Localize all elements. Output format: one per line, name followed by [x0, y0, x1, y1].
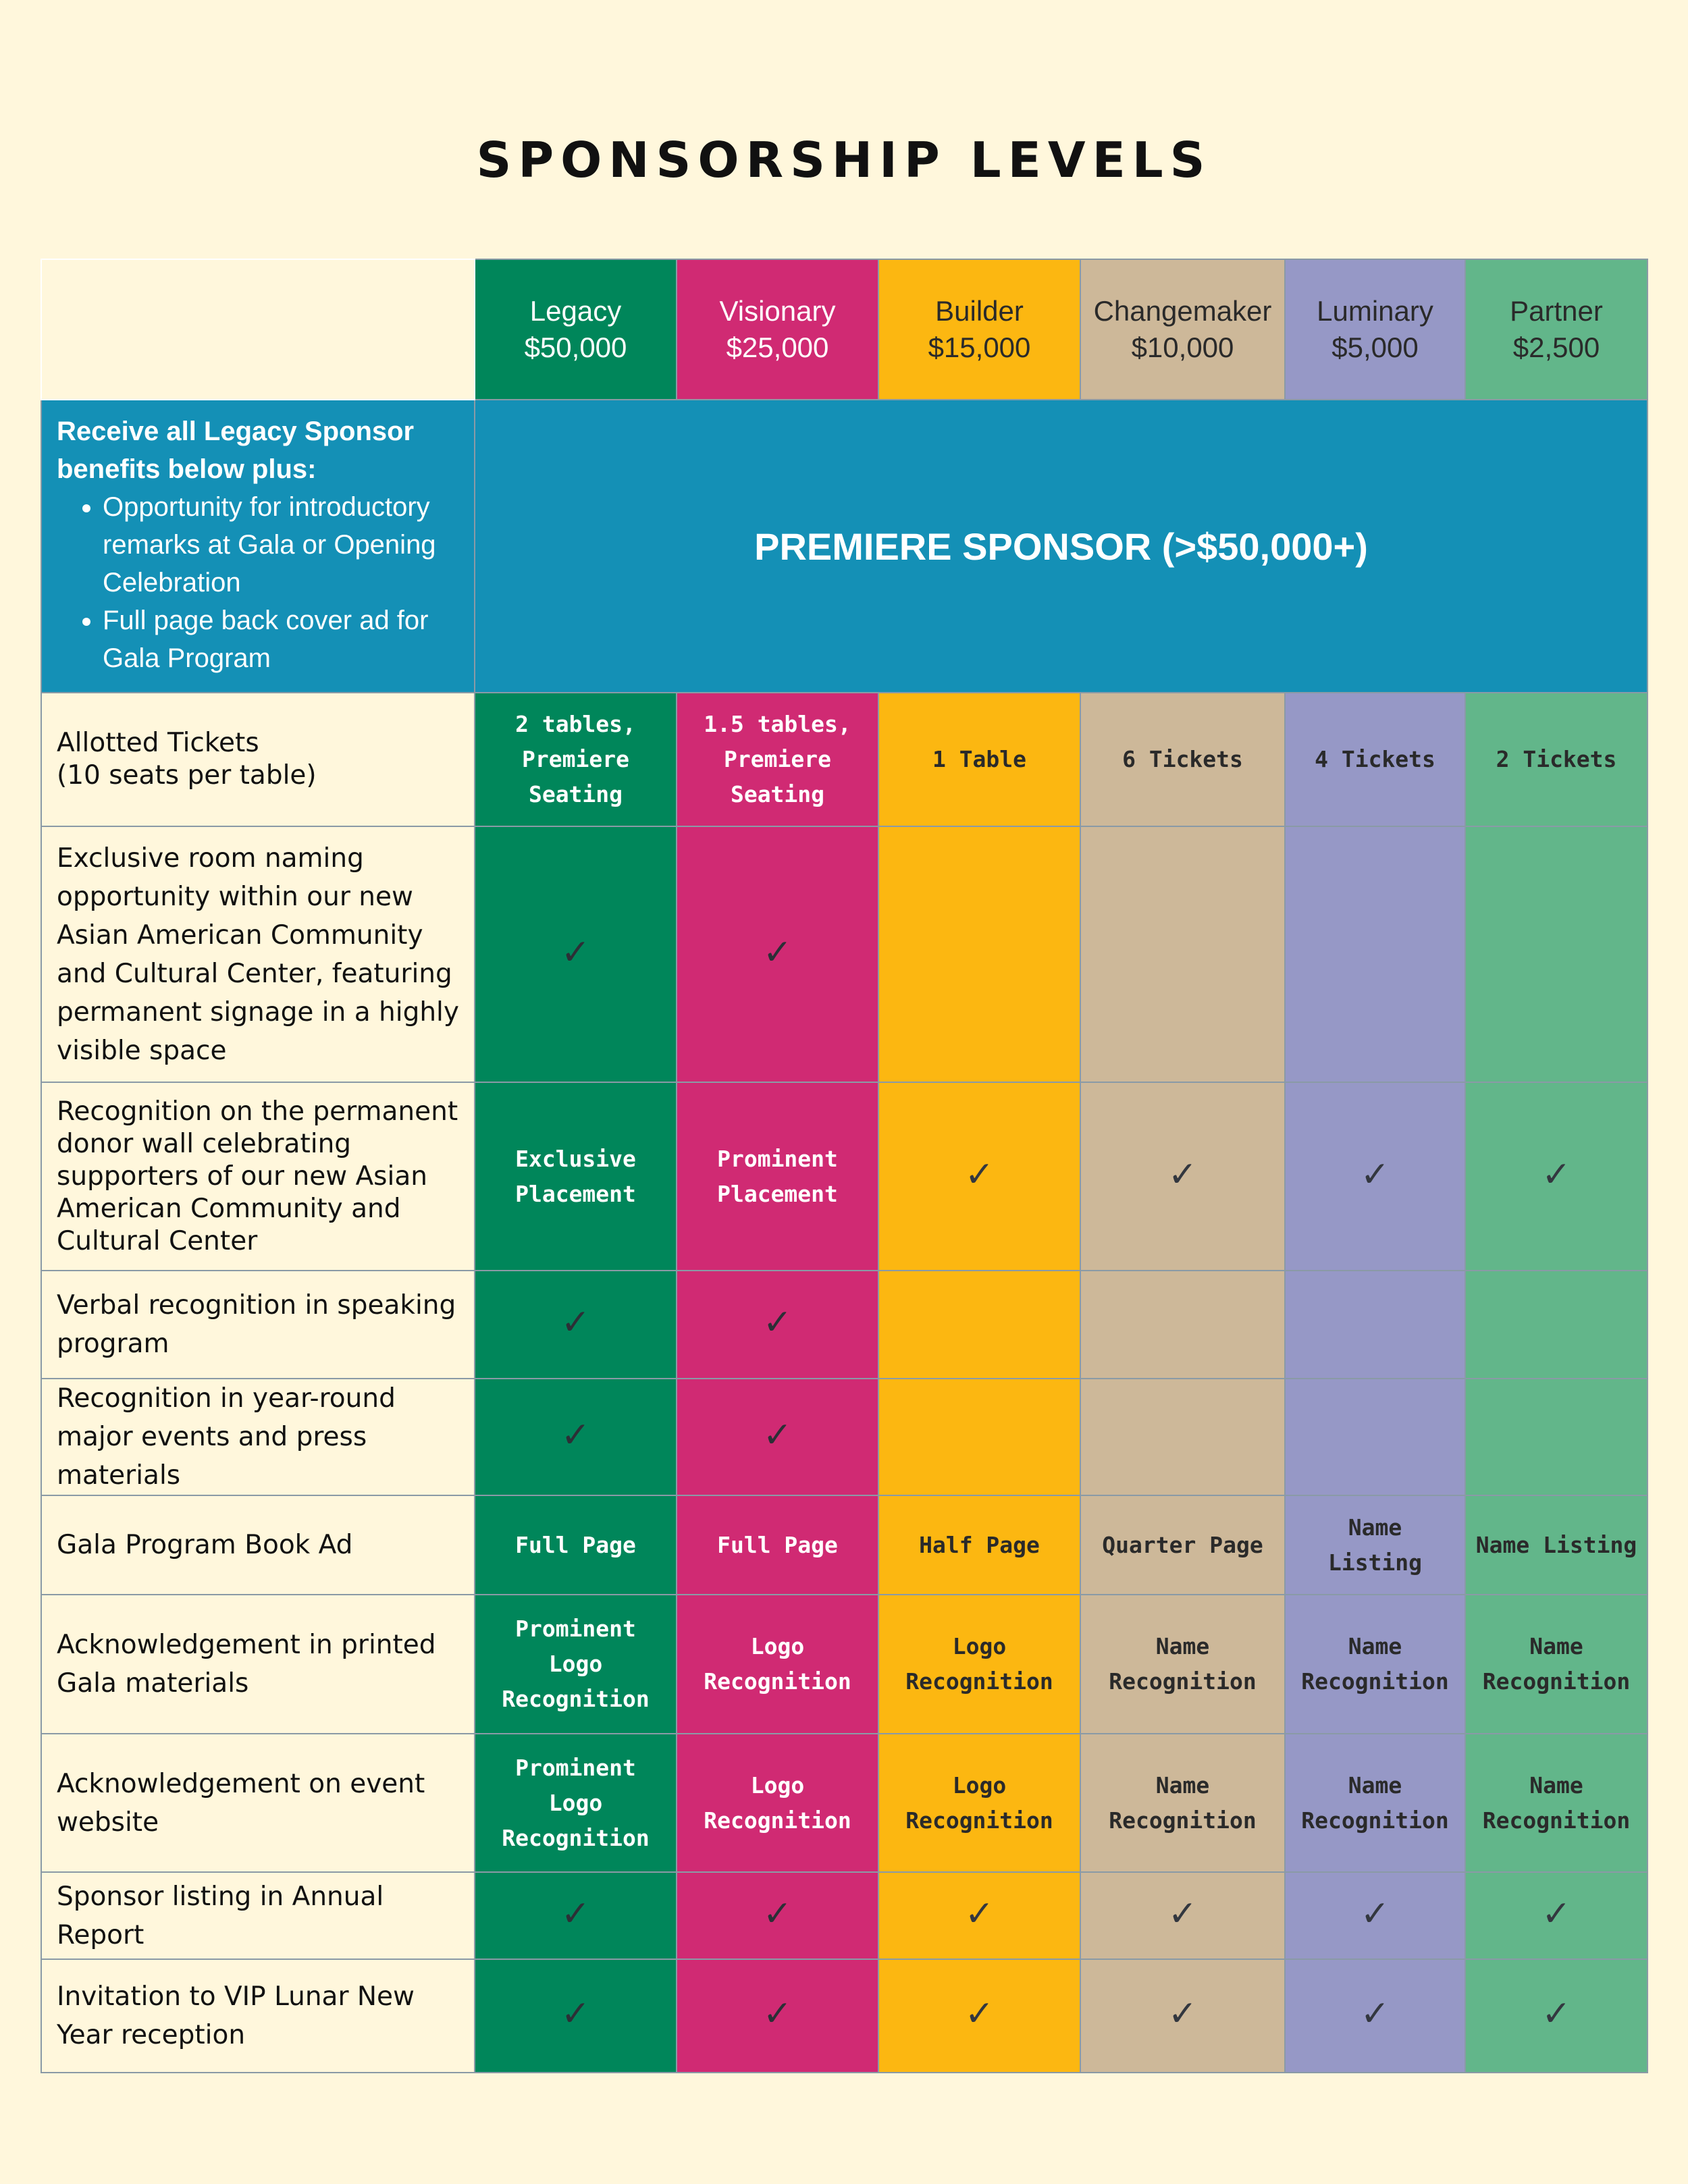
- benefit-row-website: [41, 1734, 1647, 1872]
- benefit-cell: [475, 1379, 677, 1495]
- tier-header-luminary: [1285, 259, 1465, 400]
- tier-header-legacy: [475, 259, 677, 400]
- benefit-cell: 2 tables, Premiere Seating: [475, 693, 677, 826]
- checkmark-icon: ✓: [1167, 1154, 1198, 1195]
- checkmark-icon: ✓: [762, 1893, 793, 1934]
- checkmark-icon: ✓: [964, 1154, 995, 1195]
- benefit-cell: [1465, 1082, 1647, 1271]
- benefit-cell: [677, 1959, 878, 2073]
- benefit-cell: [878, 1959, 1080, 2073]
- benefit-cell: [475, 1271, 677, 1379]
- benefit-cell: [1465, 826, 1647, 1082]
- benefit-cell: [878, 1872, 1080, 1959]
- tier-price: $15,000: [928, 331, 1031, 363]
- benefit-cell: Name Recognition: [1465, 1595, 1647, 1734]
- checkmark-icon: ✓: [762, 1302, 793, 1343]
- benefit-cell: Prominent Logo Recognition: [475, 1734, 677, 1872]
- benefit-cell: [1080, 1082, 1285, 1271]
- benefit-cell: [878, 1271, 1080, 1379]
- checkmark-icon: ✓: [560, 1893, 591, 1934]
- benefit-cell: [878, 1082, 1080, 1271]
- premiere-bullet: • Opportunity for introductory remarks at Gala or Opening Celebration: [103, 488, 459, 602]
- benefit-cell: 6 Tickets: [1080, 693, 1285, 826]
- benefit-label: Acknowledgement in printed Gala materials: [41, 1595, 475, 1734]
- checkmark-icon: ✓: [1541, 1994, 1571, 2034]
- benefit-cell: Logo Recognition: [677, 1595, 878, 1734]
- benefit-cell: [1285, 826, 1465, 1082]
- benefit-cell: [1080, 1271, 1285, 1379]
- tier-price: $5,000: [1331, 331, 1419, 363]
- benefit-label-line: (10 seats per table): [57, 760, 317, 791]
- benefit-cell: Name Recognition: [1285, 1595, 1465, 1734]
- benefit-row-verbal: [41, 1271, 1647, 1379]
- tier-name: Changemaker: [1093, 295, 1272, 327]
- benefit-label: Sponsor listing in Annual Report: [41, 1872, 475, 1959]
- benefit-cell: [677, 826, 878, 1082]
- page-title: SPONSORSHIP LEVELS: [476, 132, 1212, 188]
- checkmark-icon: ✓: [762, 1994, 793, 2034]
- sponsorship-table: [41, 259, 1648, 2073]
- benefit-cell: [475, 826, 677, 1082]
- benefit-row-year-round: [41, 1379, 1647, 1495]
- premiere-bullet: • Full page back cover ad for Gala Program: [103, 602, 459, 677]
- tier-header-builder: [878, 259, 1080, 400]
- tier-name: Partner: [1510, 295, 1603, 327]
- checkmark-icon: ✓: [560, 1414, 591, 1456]
- benefit-row-room-naming: [41, 826, 1647, 1082]
- benefit-cell: Prominent Logo Recognition: [475, 1595, 677, 1734]
- benefit-cell: Logo Recognition: [878, 1734, 1080, 1872]
- benefit-cell: [1080, 1872, 1285, 1959]
- benefit-label: Acknowledgement on event website: [41, 1734, 475, 1872]
- benefit-cell: [1285, 1959, 1465, 2073]
- benefit-cell: Prominent Placement: [677, 1082, 878, 1271]
- checkmark-icon: ✓: [1541, 1154, 1571, 1195]
- checkmark-icon: ✓: [964, 1994, 995, 2034]
- benefit-cell: [1465, 1379, 1647, 1495]
- benefit-label: Gala Program Book Ad: [41, 1495, 475, 1595]
- benefit-cell: Full Page: [677, 1495, 878, 1595]
- benefit-cell: [475, 1872, 677, 1959]
- benefit-cell: Name Recognition: [1080, 1595, 1285, 1734]
- benefit-cell: [878, 1379, 1080, 1495]
- benefit-cell: Exclusive Placement: [475, 1082, 677, 1271]
- checkmark-icon: ✓: [560, 1302, 591, 1343]
- benefit-row-tickets: [41, 693, 1647, 826]
- checkmark-icon: ✓: [1167, 1893, 1198, 1934]
- checkmark-icon: ✓: [560, 1994, 591, 2034]
- checkmark-icon: ✓: [1360, 1154, 1390, 1195]
- benefit-cell: [1285, 1379, 1465, 1495]
- premiere-row: [41, 400, 1647, 693]
- tier-price: $10,000: [1131, 331, 1234, 363]
- benefit-cell: 1.5 tables, Premiere Seating: [677, 693, 878, 826]
- benefit-label-line: Allotted Tickets: [57, 728, 259, 758]
- checkmark-icon: ✓: [1167, 1994, 1198, 2034]
- tier-header-visionary: [677, 259, 878, 400]
- benefit-row-vip-invitation: [41, 1959, 1647, 2073]
- benefit-cell: Logo Recognition: [878, 1595, 1080, 1734]
- benefit-cell: [677, 1271, 878, 1379]
- benefit-label: Recognition on the permanent donor wall celebrating supporters of our new Asian American Community and Cultural Center: [41, 1082, 475, 1271]
- premiere-intro: Receive all Legacy Sponsor benefits below plus:: [57, 417, 415, 484]
- benefit-label: Recognition in year-round major events and press materials: [41, 1379, 475, 1495]
- benefit-cell: [1465, 1872, 1647, 1959]
- benefit-cell: [1080, 826, 1285, 1082]
- benefit-row-donor-wall: [41, 1082, 1647, 1271]
- benefit-cell: 4 Tickets: [1285, 693, 1465, 826]
- benefit-cell: [677, 1379, 878, 1495]
- benefit-cell: Logo Recognition: [677, 1734, 878, 1872]
- tier-price: $2,500: [1512, 331, 1600, 363]
- premiere-sponsor-banner: PREMIERE SPONSOR (>$50,000+): [475, 400, 1647, 693]
- benefit-cell: Full Page: [475, 1495, 677, 1595]
- benefit-cell: Quarter Page: [1080, 1495, 1285, 1595]
- header-corner: [41, 259, 475, 400]
- benefit-cell: [1465, 1959, 1647, 2073]
- benefit-cell: [1465, 1271, 1647, 1379]
- benefit-cell: [475, 1959, 677, 2073]
- benefit-label: Exclusive room naming opportunity within our new Asian American Community and Cultural Center, featuring permanent signage in a highly visible space: [41, 826, 475, 1082]
- checkmark-icon: ✓: [964, 1893, 995, 1934]
- premiere-bullet-list: [57, 488, 459, 677]
- tier-name: Luminary: [1317, 295, 1433, 327]
- checkmark-icon: ✓: [1360, 1893, 1390, 1934]
- tier-header-changemaker: [1080, 259, 1285, 400]
- benefit-cell: [1285, 1872, 1465, 1959]
- tier-name: Legacy: [529, 295, 622, 327]
- benefit-cell: Name Listing: [1285, 1495, 1465, 1595]
- benefit-label: Invitation to VIP Lunar New Year reception: [41, 1959, 475, 2073]
- benefit-cell: Name Recognition: [1465, 1734, 1647, 1872]
- benefit-cell: [1285, 1082, 1465, 1271]
- benefit-label: [41, 693, 475, 826]
- tier-name: Visionary: [719, 295, 836, 327]
- checkmark-icon: ✓: [560, 932, 591, 973]
- checkmark-icon: ✓: [1360, 1994, 1390, 2034]
- benefit-row-printed-materials: [41, 1595, 1647, 1734]
- checkmark-icon: ✓: [762, 1414, 793, 1456]
- benefit-cell: 2 Tickets: [1465, 693, 1647, 826]
- premiere-benefits: [41, 400, 475, 693]
- benefit-cell: [878, 826, 1080, 1082]
- benefit-cell: 1 Table: [878, 693, 1080, 826]
- checkmark-icon: ✓: [1541, 1893, 1571, 1934]
- tier-header-partner: [1465, 259, 1647, 400]
- benefit-cell: Name Listing: [1465, 1495, 1647, 1595]
- benefit-cell: [1285, 1271, 1465, 1379]
- benefit-row-annual-report: [41, 1872, 1647, 1959]
- checkmark-icon: ✓: [762, 932, 793, 973]
- benefit-label: Verbal recognition in speaking program: [41, 1271, 475, 1379]
- tier-name: Builder: [935, 295, 1024, 327]
- tier-header-row: [41, 259, 1647, 400]
- benefit-cell: [677, 1872, 878, 1959]
- tier-price: $50,000: [524, 331, 627, 363]
- benefit-cell: Name Recognition: [1285, 1734, 1465, 1872]
- benefit-cell: [1080, 1959, 1285, 2073]
- benefit-cell: Name Recognition: [1080, 1734, 1285, 1872]
- benefit-cell: Half Page: [878, 1495, 1080, 1595]
- benefit-row-book-ad: [41, 1495, 1647, 1595]
- benefit-cell: [1080, 1379, 1285, 1495]
- tier-price: $25,000: [726, 331, 829, 363]
